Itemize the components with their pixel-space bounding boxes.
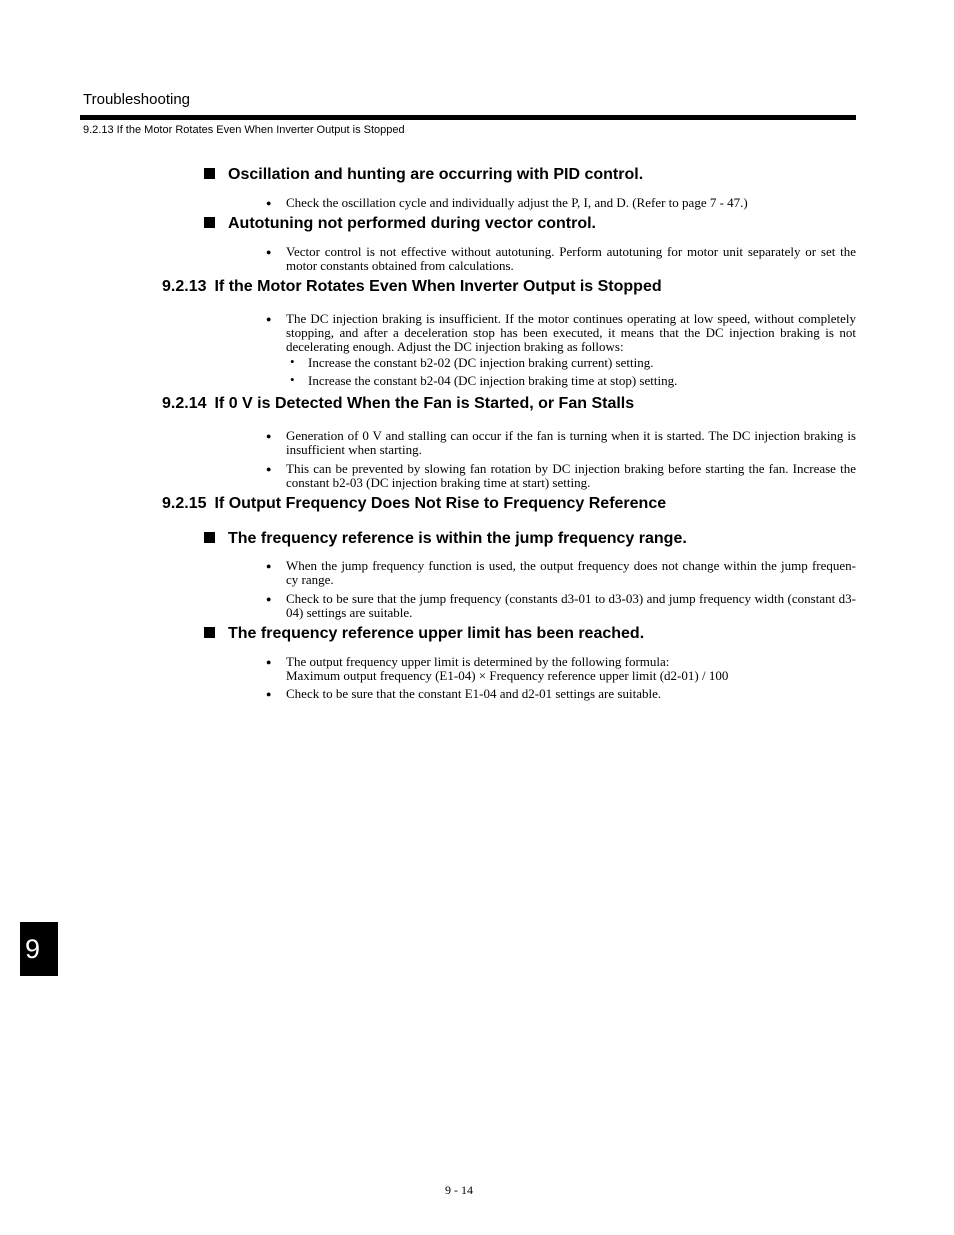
list-item-text: Check the oscillation cycle and individually adjust the P, I, and D. (Refer to page 7 - 47.) [286,195,748,210]
formula-text: Maximum output frequency (E1-04) × Frequency reference upper limit (d2-01) / 100 [286,668,729,683]
list-item [266,312,856,354]
header-rule [80,115,856,120]
section-heading-9-2-13 [162,278,662,296]
list-item-text: Vector control is not effective without autotuning. Perform autotuning for motor unit separately or set the motor constants obtained from calculations. [286,244,856,273]
sub-list-item-text: Increase the constant b2-02 (DC injection braking current) setting. [308,355,654,370]
bullet-icon: ● [266,657,272,667]
list-item-text: The output frequency upper limit is determined by the following formula: [286,654,670,669]
square-bullet-icon [204,217,215,228]
section-number: 9.2.14 [162,395,207,412]
page-number: 9 - 14 [445,1183,473,1197]
list-item [266,559,856,587]
list-item-text: This can be prevented by slowing fan rotation by DC injection braking before starting the fan. Increase the constant b2-03 (DC injection braking time at start) setting. [286,461,856,490]
section-title: If the Motor Rotates Even When Inverter Output is Stopped [214,278,662,295]
heading-text: Autotuning not performed during vector control. [228,215,596,232]
sub-list-item [290,356,653,370]
heading-jump-frequency [204,530,687,548]
list-item [266,655,856,683]
bullet-icon: ● [266,689,272,699]
list-item [266,196,856,210]
sub-bullet-icon: • [290,354,295,369]
square-bullet-icon [204,168,215,179]
list-item [266,429,856,457]
list-item [266,462,856,490]
bullet-icon: ● [266,198,272,208]
sub-list-item-text: Increase the constant b2-04 (DC injection braking time at stop) setting. [308,373,678,388]
section-title: If Output Frequency Does Not Rise to Frequency Reference [214,495,667,512]
heading-pid-oscillation [204,166,643,184]
running-header-section: 9.2.13 If the Motor Rotates Even When Inverter Output is Stopped [83,124,405,136]
running-header-title: Troubleshooting [83,91,191,108]
section-number: 9.2.13 [162,278,207,295]
list-item-text: The DC injection braking is insufficient. If the motor continues operating at low speed, without completely stopping, and after a deceleration stop has been executed, it means that the DC injection braking is not decelerating enough. Adjust the DC injection braking as follows: [286,311,856,354]
heading-text: Oscillation and hunting are occurring with PID control. [228,166,644,183]
heading-text: The frequency reference is within the jump frequency range. [228,530,687,547]
section-heading-9-2-15 [162,495,666,513]
sub-bullet-icon: • [290,372,295,387]
bullet-icon: ● [266,247,272,257]
bullet-icon: ● [266,431,272,441]
list-item [266,687,856,701]
chapter-tab: 9 [20,922,58,976]
heading-upper-limit [204,625,644,643]
section-title: If 0 V is Detected When the Fan is Started, or Fan Stalls [214,395,635,412]
bullet-icon: ● [266,464,272,474]
bullet-icon: ● [266,561,272,571]
heading-text: The frequency reference upper limit has been reached. [228,625,645,642]
list-item-text: Check to be sure that the jump frequency (constants d3-01 to d3-03) and jump frequency width (constant d3-04) settings are suitable. [286,591,856,620]
section-number: 9.2.15 [162,495,207,512]
list-item-text: When the jump frequency function is used, the output frequency does not change within the jump frequen- cy range. [286,558,856,587]
bullet-icon: ● [266,594,272,604]
square-bullet-icon [204,532,215,543]
square-bullet-icon [204,627,215,638]
section-heading-9-2-14 [162,395,634,413]
list-item [266,245,856,273]
list-item-text: Generation of 0 V and stalling can occur if the fan is turning when it is started. The DC injection braking is insufficient when starting. [286,428,856,457]
heading-autotuning [204,215,596,233]
sub-list-item [290,374,677,388]
bullet-icon: ● [266,314,272,324]
list-item [266,592,856,620]
list-item-text: Check to be sure that the constant E1-04 and d2-01 settings are suitable. [286,686,662,701]
